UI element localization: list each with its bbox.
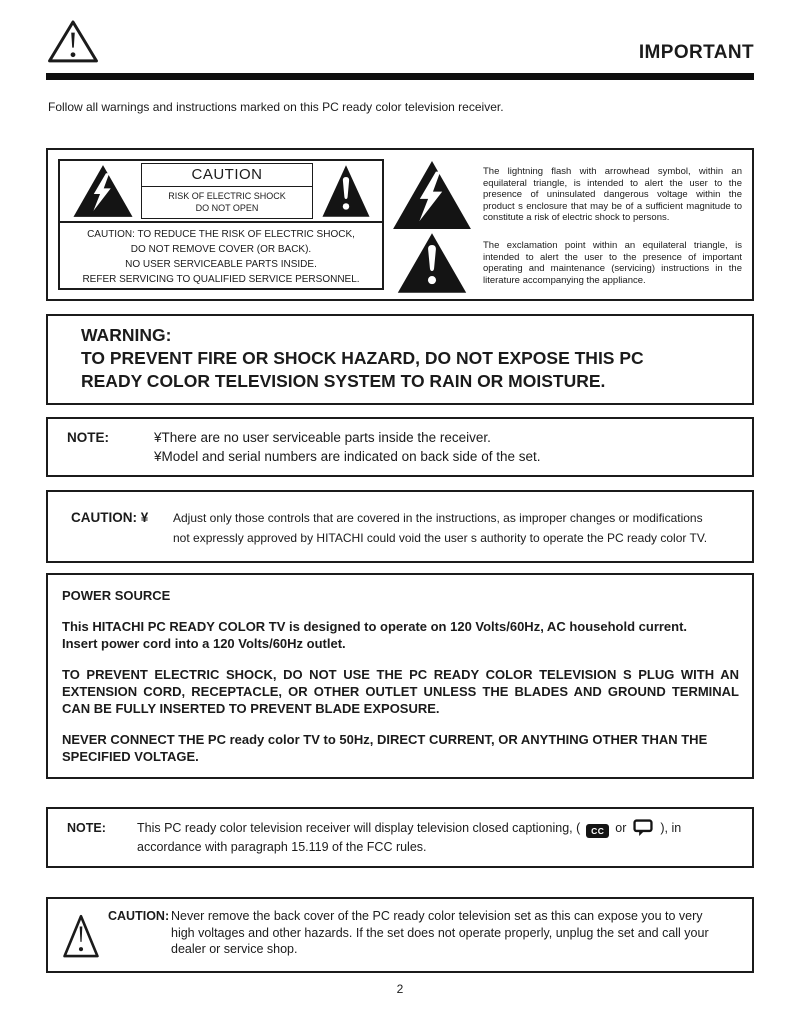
power-source-heading: POWER SOURCE (62, 588, 171, 603)
page-title: IMPORTANT (638, 42, 754, 63)
power-source-paragraph: This HITACHI PC READY COLOR TV is designed to operate on 120 Volts/60Hz, AC household current. Insert power cord into a 120 Volts/60Hz outlet. (62, 619, 688, 651)
safety-panel (46, 148, 754, 301)
caution-label-line: DO NOT REMOVE COVER (OR BACK). (130, 244, 312, 255)
safety-explanations (390, 159, 744, 290)
caution-label-line: NO USER SERVICEABLE PARTS INSIDE. (125, 259, 317, 270)
lightning-triangle-icon (72, 163, 134, 219)
power-source-box (46, 573, 754, 779)
lightning-note: The lightning flash with arrowhead symbol, within an equilateral triangle, is intended to alert the user to the presence of uninsulated dangerous voltage within the product s enclosure that may be of a sufficient magnitude to constitute a risk of electric shock to persons. (483, 166, 742, 224)
caution-rect (141, 163, 313, 219)
exclamation-note: The exclamation point within an equilateral triangle, is intended to alert the user to the presence of important operating and maintenance (servicing) instructions in the literature accompanying the appliance. (483, 240, 742, 286)
page-header (46, 0, 754, 64)
page-footer (0, 982, 800, 996)
caution-body: Adjust only those controls that are covered in the instructions, as improper changes or modifications not expressly approved by HITACHI could void the user s authority to operate the PC ready color TV. (173, 511, 708, 545)
warning-heading: WARNING: (81, 325, 172, 345)
caption-bubble-icon (633, 819, 653, 836)
caution-rect-title: CAUTION (191, 166, 263, 183)
captioning-note-box (46, 807, 754, 868)
caution-rect-subtitle: DO NOT OPEN (195, 203, 259, 213)
caution-label-line: CAUTION: TO REDUCE THE RISK OF ELECTRIC SHOCK, (87, 229, 355, 240)
power-source-paragraph: NEVER CONNECT THE PC ready color TV to 50Hz, DIRECT CURRENT, OR ANYTHING OTHER THAN THE SPECIFIED VOLTAGE. (62, 732, 708, 764)
caution-label-box (58, 159, 384, 290)
caution-box (46, 490, 754, 563)
caution-label-top-row (60, 161, 382, 221)
back-cover-caution-box (46, 897, 754, 973)
lightning-triangle-icon (390, 159, 474, 231)
warning-line: READY COLOR TELEVISION SYSTEM TO RAIN OR MOISTURE. (81, 371, 606, 391)
closed-caption-icon: CC (586, 824, 609, 838)
warning-triangle-icon (62, 908, 108, 961)
power-source-paragraph: TO PREVENT ELECTRIC SHOCK, DO NOT USE THE PC READY COLOR TELEVISION S PLUG WITH AN EXTENSION CORD, RECEPTACLE, OR OTHER OUTLET UNLESS THE BLADES AND GROUND TERMINAL CAN BE FULLY INSERTED TO PREVENT BLADE EXPOSURE. (62, 667, 739, 716)
note-label: NOTE: (67, 430, 109, 445)
warning-box (46, 314, 754, 405)
note-items (154, 428, 540, 466)
caution-label: CAUTION: ¥ (71, 510, 149, 525)
exclamation-triangle-icon (321, 163, 371, 219)
note-item: ¥There are no user serviceable parts inside the receiver. (154, 430, 491, 445)
caution-rect-subtitle: RISK OF ELECTRIC SHOCK (168, 191, 286, 201)
note-label: NOTE: (67, 821, 106, 835)
note-item: ¥Model and serial numbers are indicated on back side of the set. (154, 449, 541, 464)
warning-triangle-icon (46, 18, 100, 64)
caution-label-line: REFER SERVICING TO QUALIFIED SERVICE PERSONNEL. (82, 274, 360, 285)
warning-line: TO PREVENT FIRE OR SHOCK HAZARD, DO NOT EXPOSE THIS PC (81, 348, 644, 368)
lightning-explanation-row (390, 159, 744, 231)
captioning-note-body: This PC ready color television receiver will display television closed captioning, ( CC or ), in accordance with paragraph 15.119 of the FCC rules. (137, 821, 682, 854)
exclamation-triangle-icon (390, 231, 474, 295)
exclamation-explanation-row (390, 231, 744, 295)
intro-text: Follow all warnings and instructions marked on this PC ready color television receiver. (48, 100, 504, 114)
back-cover-caution-body: Never remove the back cover of the PC ready color television set as this can expose you to very high voltages and other hazards. If the set does not operate properly, unplug the set and call your dealer or service shop. (171, 909, 709, 956)
note-box (46, 417, 754, 477)
caution-label: CAUTION: (108, 909, 170, 923)
page-number: 2 (396, 982, 404, 996)
header-rule (46, 73, 754, 80)
caution-label-text (60, 223, 382, 292)
